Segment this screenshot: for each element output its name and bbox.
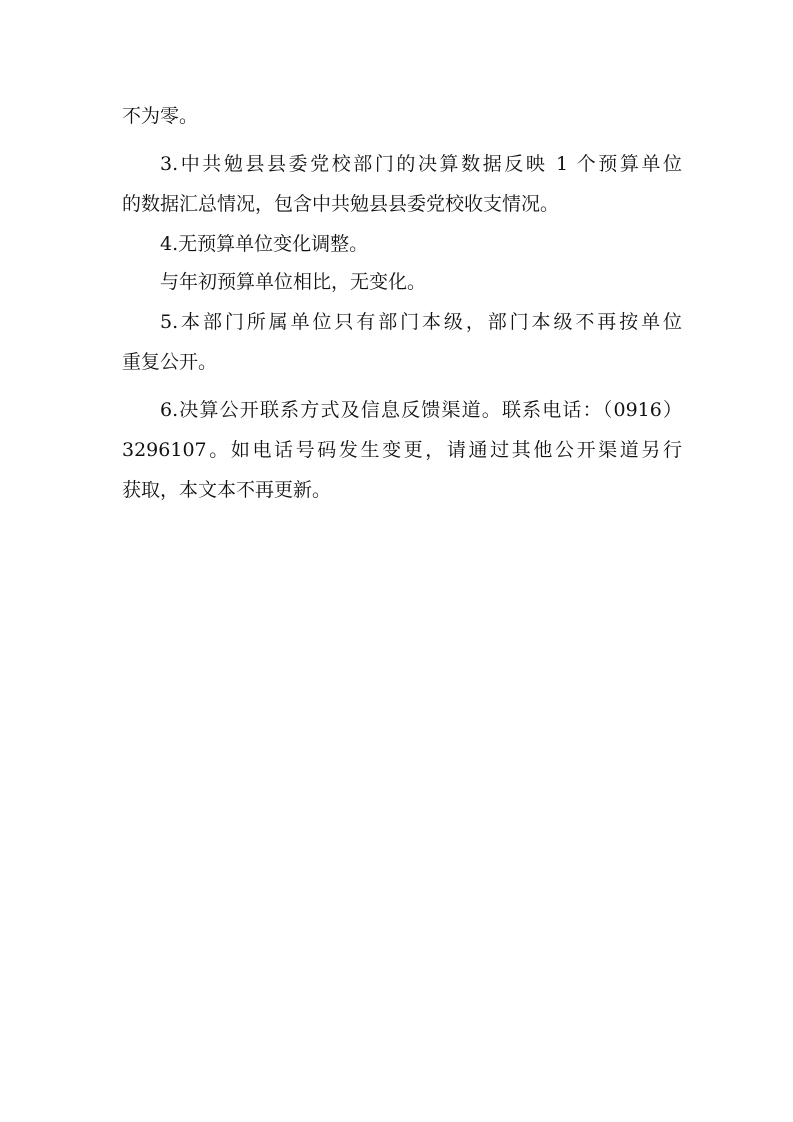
text-line: 不为零。 [122, 105, 199, 127]
text-line: 的数据汇总情况，包含中共勉县县委党校收支情况。 [122, 193, 560, 215]
text-line: 与年初预算单位相比，无变化。 [160, 271, 427, 293]
text-line-item-6: 6.决算公开联系方式及信息反馈渠道。联系电话：（0916） [160, 399, 682, 421]
text-line: 3296107。如电话号码发生变更，请通过其他公开渠道另行 [122, 439, 682, 461]
text-line-item-4: 4.无预算单位变化调整。 [160, 233, 369, 255]
text-line: 重复公开。 [122, 351, 218, 373]
text-line-item-3: 3.中共勉县县委党校部门的决算数据反映 1 个预算单位 [160, 153, 682, 175]
text-line: 获取，本文本不再更新。 [122, 479, 332, 501]
text-line-item-5: 5.本部门所属单位只有部门本级，部门本级不再按单位 [160, 311, 682, 333]
